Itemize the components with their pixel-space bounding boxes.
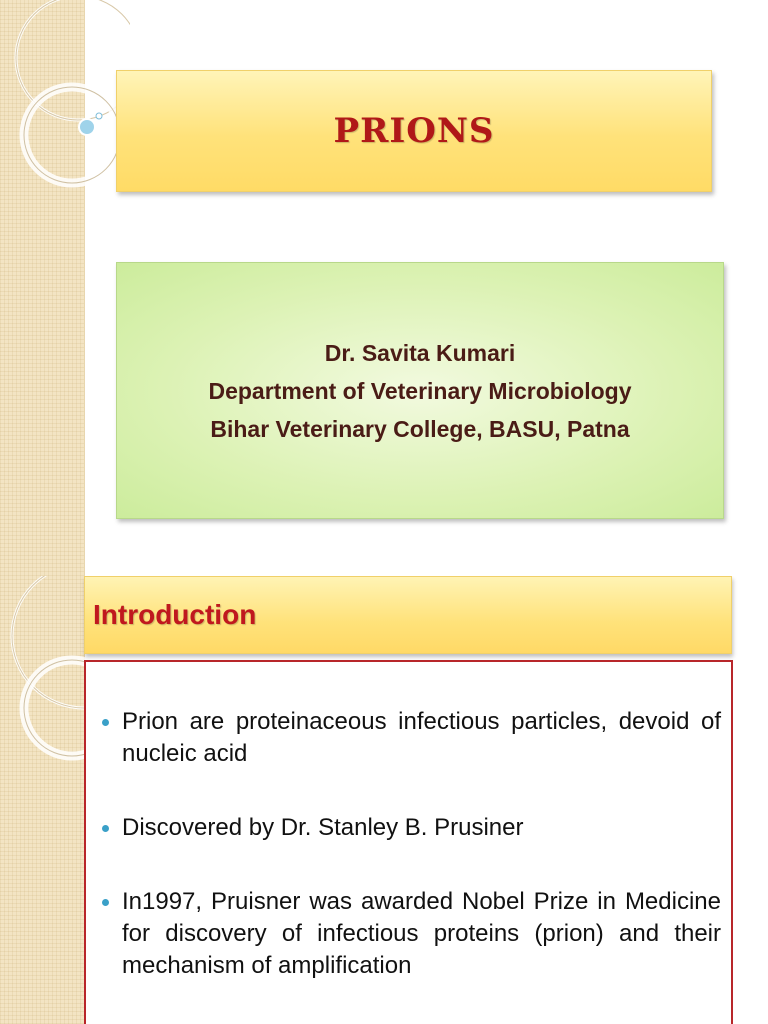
section-title: Introduction: [93, 599, 257, 630]
content-box: [84, 660, 733, 1024]
bullet-list: [86, 662, 731, 982]
author-box: [116, 262, 724, 519]
slide-title: PRIONS: [333, 111, 495, 151]
section-header: [84, 576, 732, 654]
title-box: [116, 70, 712, 192]
author-department: Department of Veterinary Microbiology: [208, 377, 632, 404]
bullet-item: Discovered by Dr. Stanley B. Prusiner: [122, 812, 721, 844]
author-institution: Bihar Veterinary College, BASU, Patna: [210, 415, 630, 442]
author-name: Dr. Savita Kumari: [324, 339, 516, 366]
introduction-slide: [0, 576, 768, 1024]
decorative-circles-icon: [0, 0, 130, 230]
bullet-item: Prion are proteinaceous infectious particles, devoid of nucleic acid: [122, 706, 721, 770]
bullet-item: In1997, Pruisner was awarded Nobel Prize in Medicine for discovery of infectious proteins (prion) and their mechanism of amplification: [122, 886, 721, 982]
